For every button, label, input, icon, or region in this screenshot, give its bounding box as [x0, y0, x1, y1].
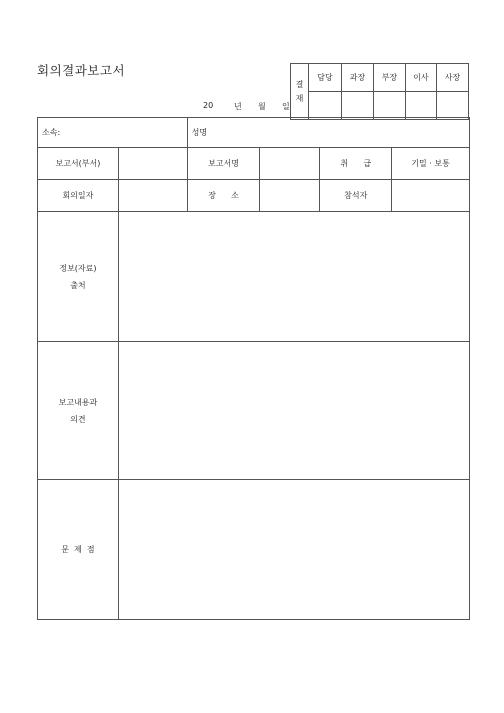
- name-label: 성명: [187, 118, 469, 148]
- date-day-label: 일: [282, 102, 290, 111]
- approval-sign-3[interactable]: [374, 92, 406, 120]
- report-form: [37, 117, 470, 620]
- date-year-prefix: 20: [203, 101, 214, 110]
- approval-role-3: 부장: [374, 64, 406, 92]
- approval-role-1: 담당: [309, 64, 342, 92]
- approval-sign-4[interactable]: [406, 92, 437, 120]
- approval-label-bottom: 재: [295, 93, 304, 103]
- approval-label: [291, 64, 309, 120]
- handling-label: 취 급: [320, 148, 392, 180]
- meeting-date-field[interactable]: [118, 180, 187, 212]
- issues-field[interactable]: [118, 480, 469, 620]
- approval-role-2: 과장: [342, 64, 374, 92]
- document-title: 회의결과보고서: [37, 63, 126, 78]
- report-name-field[interactable]: [260, 148, 320, 180]
- approval-sign-5[interactable]: [437, 92, 469, 120]
- place-field[interactable]: [260, 180, 320, 212]
- date-year-label: 년: [234, 102, 242, 111]
- approval-label-top: 결: [295, 79, 304, 89]
- place-label: 장 소: [187, 180, 260, 212]
- content-label-line2: 의견: [70, 414, 86, 424]
- issues-label: 문 제 점: [38, 480, 119, 620]
- info-source-label-line1: 정보(자료): [59, 263, 97, 273]
- approval-sign-2[interactable]: [342, 92, 374, 120]
- approval-box: [290, 63, 469, 120]
- content-field[interactable]: [118, 342, 469, 480]
- info-source-label-line2: 출처: [70, 280, 86, 290]
- handling-value[interactable]: 기밀 · 보통: [392, 148, 470, 180]
- content-label-line1: 보고내용과: [58, 397, 98, 407]
- report-dept-label: 보고서(부서): [38, 148, 119, 180]
- date-month-label: 월: [258, 102, 266, 111]
- approval-role-5: 사장: [437, 64, 469, 92]
- attendees-label: 참석자: [320, 180, 392, 212]
- report-dept-field[interactable]: [118, 148, 187, 180]
- info-source-field[interactable]: [118, 212, 469, 342]
- report-name-label: 보고서명: [187, 148, 260, 180]
- approval-sign-1[interactable]: [309, 92, 342, 120]
- attendees-field[interactable]: [392, 180, 470, 212]
- content-label: [38, 342, 119, 480]
- meeting-date-label: 회의일자: [38, 180, 119, 212]
- info-source-label: [38, 212, 119, 342]
- affiliation-label: 소속:: [38, 118, 188, 148]
- approval-role-4: 이사: [406, 64, 437, 92]
